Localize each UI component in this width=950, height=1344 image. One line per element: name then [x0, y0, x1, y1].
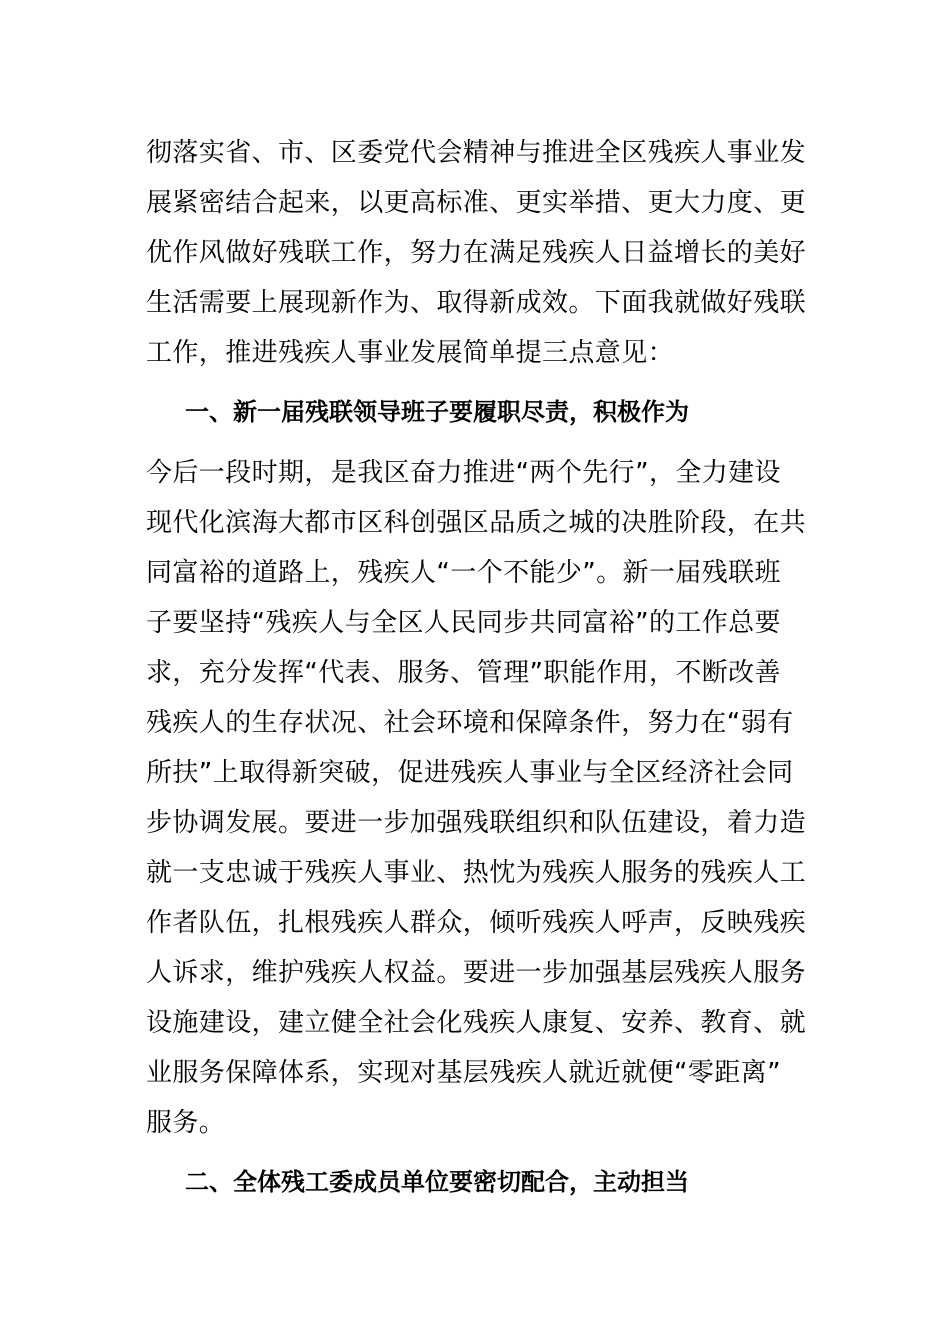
section-1-line: 业服务保障体系，实现对基层残疾人就近就便“零距离”	[146, 1058, 781, 1088]
section-1-line: 人诉求，维护残疾人权益。要进一步加强基层残疾人服务	[146, 958, 807, 988]
section-1-line: 现代化滨海大都市区科创强区品质之城的决胜阶段，在共	[146, 508, 807, 538]
section-1-line: 所扶”上取得新突破，促进残疾人事业与全区经济社会同	[146, 758, 794, 788]
section-1-line: 作者队伍，扎根残疾人群众，倾听残疾人呼声，反映残疾	[146, 908, 807, 938]
section-1-line: 今后一段时期，是我区奋力推进“两个先行”，全力建设	[146, 458, 781, 488]
section-1-line: 残疾人的生存状况、社会环境和保障条件，努力在“弱有	[146, 708, 794, 738]
intro-line: 生活需要上展现新作为、取得新成效。下面我就做好残联	[146, 288, 807, 318]
section-1-line: 同富裕的道路上，残疾人“一个不能少”。新一届残联班	[146, 558, 781, 588]
section-1-heading: 一、新一届残联领导班子要履职尽责，积极作为	[185, 398, 689, 426]
intro-line: 工作，推进残疾人事业发展简单提三点意见：	[146, 338, 675, 368]
section-1-line: 步协调发展。要进一步加强残联组织和队伍建设，着力造	[146, 808, 807, 838]
intro-line: 展紧密结合起来，以更高标准、更实举措、更大力度、更	[146, 188, 807, 218]
section-1-line: 就一支忠诚于残疾人事业、热忱为残疾人服务的残疾人工	[146, 858, 807, 888]
section-2-heading: 二、全体残工委成员单位要密切配合，主动担当	[185, 1168, 689, 1196]
section-1-line: 求，充分发挥“代表、服务、管理”职能作用，不断改善	[146, 658, 781, 688]
section-1-line: 子要坚持“残疾人与全区人民同步共同富裕”的工作总要	[146, 608, 781, 638]
intro-line: 彻落实省、市、区委党代会精神与推进全区残疾人事业发	[146, 138, 807, 168]
intro-line: 优作风做好残联工作，努力在满足残疾人日益增长的美好	[146, 238, 807, 268]
section-1-line: 设施建设，建立健全社会化残疾人康复、安养、教育、就	[146, 1008, 807, 1038]
section-1-line: 服务。	[146, 1108, 226, 1138]
